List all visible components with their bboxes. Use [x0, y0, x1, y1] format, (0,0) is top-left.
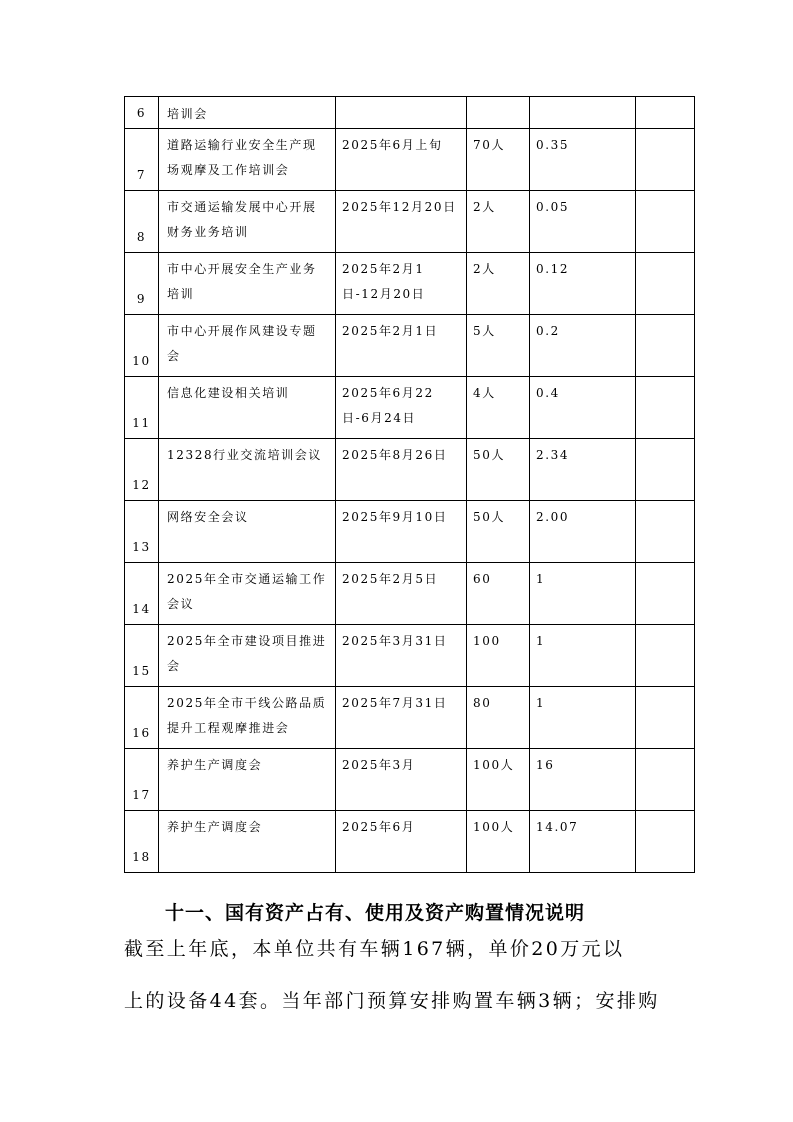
meeting-name: 2025年全市干线公路品质提升工程观摩推进会 — [159, 687, 336, 749]
table-row — [125, 377, 695, 439]
meeting-name: 养护生产调度会 — [159, 749, 336, 811]
empty-cell — [636, 687, 695, 749]
meeting-date: 2025年2月5日 — [336, 563, 467, 625]
empty-cell — [636, 191, 695, 253]
meeting-cost: 0.12 — [530, 253, 636, 315]
attendee-count: 4人 — [467, 377, 530, 439]
meeting-date: 2025年3月 — [336, 749, 467, 811]
row-number: 9 — [125, 253, 159, 315]
meeting-name: 市交通运输发展中心开展财务业务培训 — [159, 191, 336, 253]
table-row — [125, 97, 695, 129]
meeting-name: 养护生产调度会 — [159, 811, 336, 873]
table-body — [125, 97, 695, 873]
table-row — [125, 749, 695, 811]
attendee-count: 2人 — [467, 191, 530, 253]
row-number: 17 — [125, 749, 159, 811]
meeting-name: 市中心开展安全生产业务培训 — [159, 253, 336, 315]
paragraph-line-2: 上的设备44套。当年部门预算安排购置车辆3辆；安排购 — [124, 990, 660, 1012]
meeting-name: 信息化建设相关培训 — [159, 377, 336, 439]
meeting-cost: 1 — [530, 563, 636, 625]
row-number: 7 — [125, 129, 159, 191]
empty-cell — [636, 253, 695, 315]
empty-cell — [636, 97, 695, 129]
meeting-name: 2025年全市建设项目推进会 — [159, 625, 336, 687]
table-row — [125, 687, 695, 749]
table-row — [125, 129, 695, 191]
meeting-name: 网络安全会议 — [159, 501, 336, 563]
attendee-count: 70人 — [467, 129, 530, 191]
row-number: 15 — [125, 625, 159, 687]
empty-cell — [636, 749, 695, 811]
meeting-date: 2025年12月20日 — [336, 191, 467, 253]
empty-cell — [636, 315, 695, 377]
table-row — [125, 625, 695, 687]
meeting-cost: 14.07 — [530, 811, 636, 873]
meeting-name: 培训会 — [159, 97, 336, 129]
row-number: 6 — [125, 97, 159, 129]
row-number: 8 — [125, 191, 159, 253]
row-number: 10 — [125, 315, 159, 377]
row-number: 14 — [125, 563, 159, 625]
empty-cell — [636, 129, 695, 191]
attendee-count: 5人 — [467, 315, 530, 377]
table-row — [125, 563, 695, 625]
row-number: 18 — [125, 811, 159, 873]
meeting-date: 2025年6月 — [336, 811, 467, 873]
row-number: 13 — [125, 501, 159, 563]
empty-cell — [636, 563, 695, 625]
table-row — [125, 315, 695, 377]
attendee-count: 50人 — [467, 501, 530, 563]
row-number: 11 — [125, 377, 159, 439]
attendee-count: 80 — [467, 687, 530, 749]
attendee-count: 100人 — [467, 811, 530, 873]
meeting-cost: 0.4 — [530, 377, 636, 439]
meeting-date: 2025年6月22日-6月24日 — [336, 377, 467, 439]
attendee-count: 100人 — [467, 749, 530, 811]
meeting-cost: 2.34 — [530, 439, 636, 501]
meeting-cost: 16 — [530, 749, 636, 811]
table-row — [125, 439, 695, 501]
row-number: 12 — [125, 439, 159, 501]
meeting-cost: 0.2 — [530, 315, 636, 377]
table-row — [125, 253, 695, 315]
meetings-table — [124, 96, 695, 873]
meeting-cost: 0.35 — [530, 129, 636, 191]
table-row — [125, 191, 695, 253]
meeting-cost — [530, 97, 636, 129]
meeting-name: 道路运输行业安全生产现场观摩及工作培训会 — [159, 129, 336, 191]
meeting-cost: 1 — [530, 687, 636, 749]
meeting-date: 2025年9月10日 — [336, 501, 467, 563]
row-number: 16 — [125, 687, 159, 749]
meeting-name: 市中心开展作风建设专题会 — [159, 315, 336, 377]
empty-cell — [636, 377, 695, 439]
attendee-count: 60 — [467, 563, 530, 625]
attendee-count: 50人 — [467, 439, 530, 501]
empty-cell — [636, 501, 695, 563]
meeting-name: 2025年全市交通运输工作会议 — [159, 563, 336, 625]
meeting-date: 2025年3月31日 — [336, 625, 467, 687]
empty-cell — [636, 625, 695, 687]
empty-cell — [636, 811, 695, 873]
meeting-date: 2025年7月31日 — [336, 687, 467, 749]
meeting-cost: 1 — [530, 625, 636, 687]
meeting-date: 2025年2月1日 — [336, 315, 467, 377]
table-row — [125, 501, 695, 563]
attendee-count: 2人 — [467, 253, 530, 315]
attendee-count: 100 — [467, 625, 530, 687]
empty-cell — [636, 439, 695, 501]
attendee-count — [467, 97, 530, 129]
meeting-cost: 2.00 — [530, 501, 636, 563]
meeting-date: 2025年8月26日 — [336, 439, 467, 501]
section-title: 十一、国有资产占有、使用及资产购置情况说明 — [165, 902, 586, 924]
meeting-name: 12328行业交流培训会议 — [159, 439, 336, 501]
paragraph-line-1: 截至上年底，本单位共有车辆167辆，单价20万元以 — [124, 938, 625, 960]
meeting-date: 2025年2月1日-12月20日 — [336, 253, 467, 315]
meeting-date: 2025年6月上旬 — [336, 129, 467, 191]
meeting-date — [336, 97, 467, 129]
meeting-cost: 0.05 — [530, 191, 636, 253]
table-row — [125, 811, 695, 873]
